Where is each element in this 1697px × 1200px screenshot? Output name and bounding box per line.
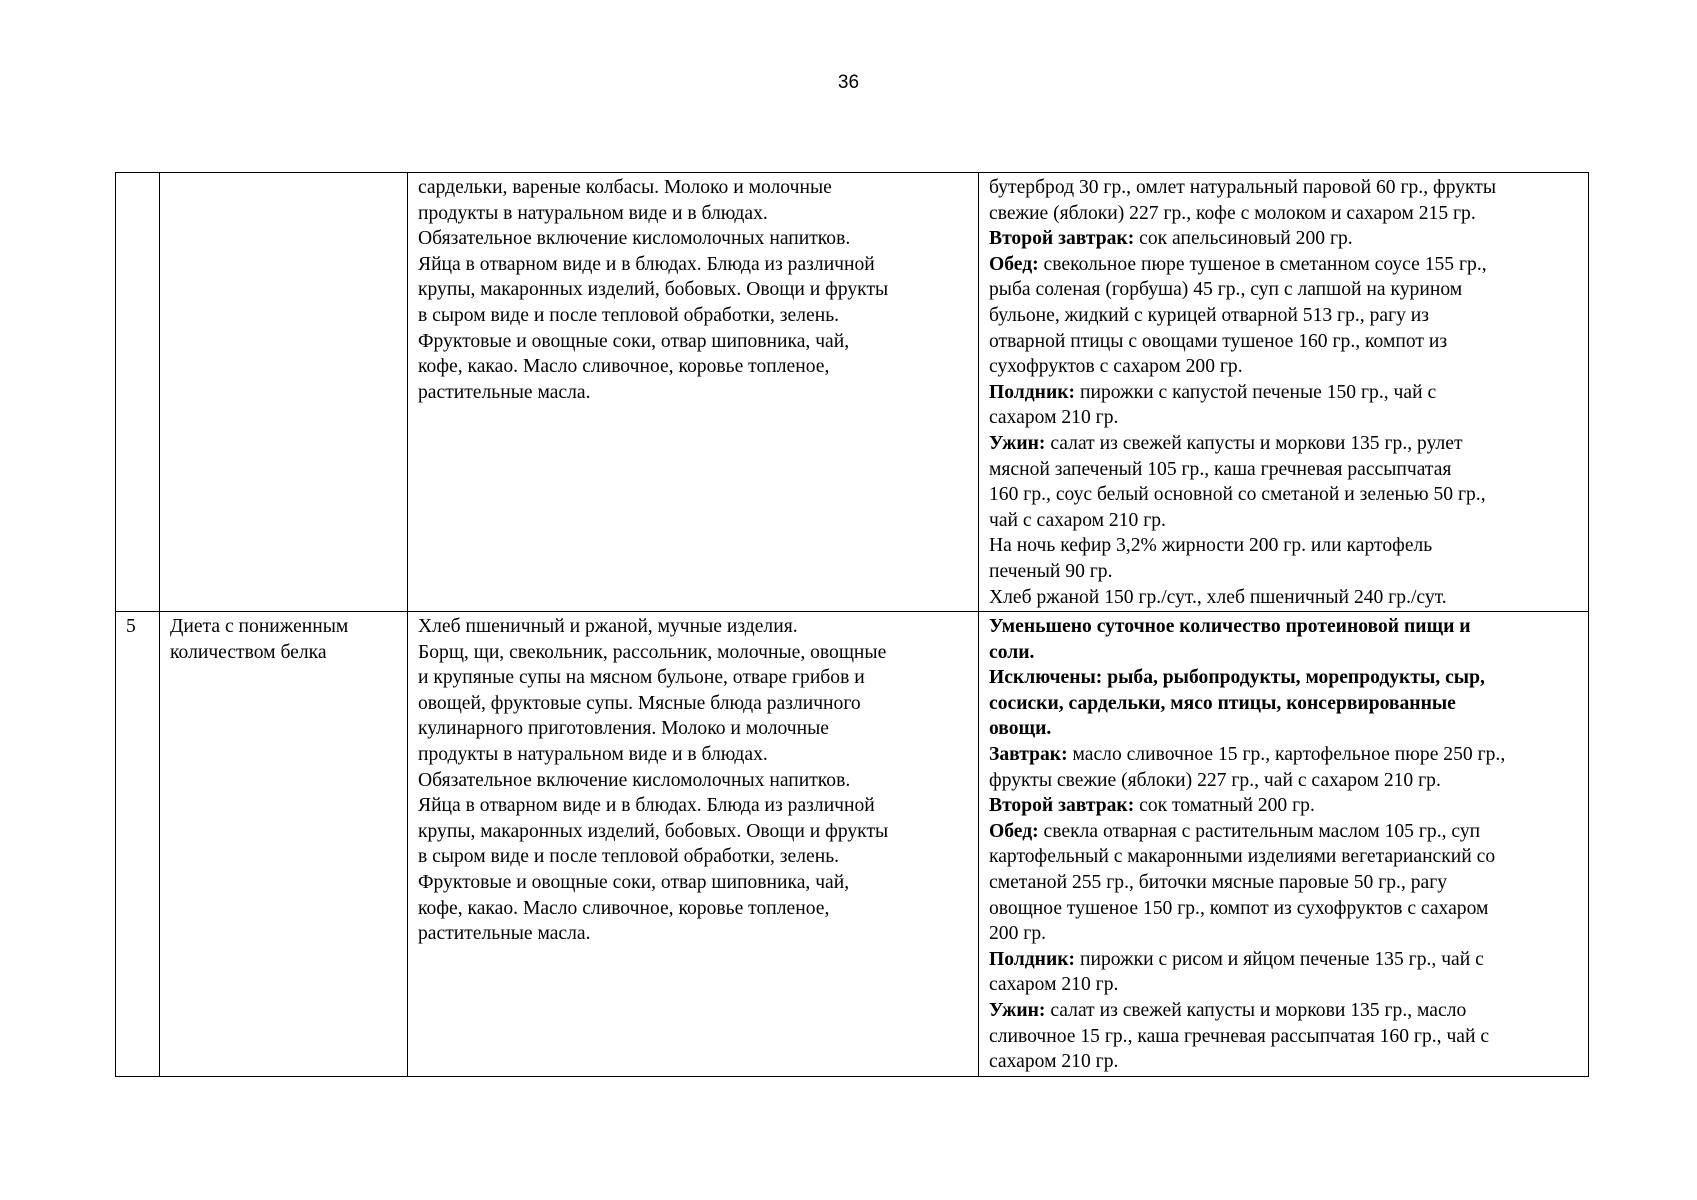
meal-description: 200 гр. — [989, 923, 1047, 945]
sample-menu-line — [989, 431, 1578, 457]
sample-menu-line — [989, 870, 1578, 896]
meal-heading: Ужин: — [989, 1000, 1046, 1021]
sample-menu-line — [989, 921, 1578, 947]
sample-menu-line — [989, 175, 1578, 201]
sample-menu-line — [989, 1049, 1578, 1075]
meal-heading: овощи. — [989, 718, 1052, 740]
allowed-products-line: Обязательное включение кисломолочных напитков. — [418, 228, 851, 250]
allowed-products-line: Борщ, щи, свекольник, рассольник, молочные, овощные — [418, 641, 887, 663]
diet-name-line: количеством белка — [170, 641, 327, 663]
allowed-products-line: растительные масла. — [418, 923, 591, 945]
sample-menu-line — [989, 482, 1578, 508]
sample-menu-line — [989, 533, 1578, 559]
meal-heading: Полдник: — [989, 948, 1076, 970]
meal-description: салат из свежей капусты и моркови 135 гр., масло — [1045, 1000, 1467, 1021]
allowed-products-line: овощей, фруктовые супы. Мясные блюда различного — [418, 692, 861, 714]
sample-menu-line — [989, 614, 1578, 640]
meal-description: рыба соленая (горбуша) 45 гр., суп с лапшой на курином — [989, 279, 1463, 301]
sample-menu-line — [989, 457, 1578, 483]
allowed-products-line: крупы, макаронных изделий, бобовых. Овощи и фрукты — [418, 279, 889, 301]
diet-table — [115, 172, 1589, 1077]
sample-menu-line — [989, 508, 1578, 534]
table-row — [116, 612, 1589, 1077]
meal-description: мясной запеченый 105 гр., каша гречневая рассыпчатая — [989, 458, 1452, 480]
meal-description: бутерброд 30 гр., омлет натуральный паровой 60 гр., фрукты — [989, 177, 1497, 198]
sample-menu-line — [989, 252, 1578, 278]
meal-heading: соли. — [989, 641, 1035, 663]
sample-menu-line — [989, 354, 1578, 380]
allowed-products-line: сардельки, вареные колбасы. Молоко и молочные — [418, 177, 832, 198]
meal-description: пирожки с рисом и яйцом печеные 135 гр., чай с — [1075, 948, 1484, 970]
sample-menu-line — [989, 1024, 1578, 1050]
meal-description: сметаной 255 гр., биточки мясные паровые 50 гр., рагу — [989, 872, 1448, 894]
meal-description: картофельный с макаронными изделиями вегетарианский со — [989, 846, 1496, 868]
sample-menu-line — [989, 201, 1578, 227]
meal-description: Хлеб ржаной 150 гр./сут., хлеб пшеничный 240 гр./сут. — [989, 586, 1447, 608]
meal-description: свекольное пюре тушеное в сметанном соусе 155 гр., — [1038, 253, 1487, 275]
sample-menu-cell — [979, 173, 1589, 612]
table-row — [116, 173, 1589, 612]
allowed-products-line: в сыром виде и после тепловой обработки, зелень. — [418, 846, 840, 868]
allowed-products-line: Яйца в отварном виде и в блюдах. Блюда из различной — [418, 253, 875, 275]
allowed-products-line: Фруктовые и овощные соки, отвар шиповника, чай, — [418, 330, 850, 352]
allowed-products-line: в сыром виде и после тепловой обработки, зелень. — [418, 304, 840, 326]
sample-menu-line — [989, 640, 1578, 666]
meal-description: салат из свежей капусты и моркови 135 гр., рулет — [1045, 432, 1463, 454]
meal-description: сахаром 210 гр. — [989, 974, 1119, 996]
meal-heading: Обед: — [989, 253, 1039, 275]
meal-heading: Завтрак: — [989, 744, 1068, 766]
meal-description: На ночь кефир 3,2% жирности 200 гр. или картофель — [989, 535, 1433, 557]
meal-description: 160 гр., соус белый основной со сметаной и зеленью 50 гр., — [989, 484, 1486, 506]
meal-description: свежие (яблоки) 227 гр., кофе с молоком и сахаром 215 гр. — [989, 202, 1476, 224]
allowed-products-line: кулинарного приготовления. Молоко и молочные — [418, 718, 830, 740]
allowed-products-line: кофе, какао. Масло сливочное, коровье топленое, — [418, 897, 830, 919]
meal-heading: Второй завтрак: — [989, 228, 1135, 250]
sample-menu-line — [989, 793, 1578, 819]
page-number: 36 — [837, 72, 860, 93]
diet-name-line: Диета с пониженным — [170, 616, 349, 638]
allowed-products-cell — [408, 612, 979, 1077]
sample-menu-line — [989, 768, 1578, 794]
sample-menu-line — [989, 380, 1578, 406]
meal-description: свекла отварная с растительным маслом 105 гр., суп — [1038, 820, 1481, 842]
sample-menu-line — [989, 998, 1578, 1024]
sample-menu-line — [989, 716, 1578, 742]
sample-menu-line — [989, 303, 1578, 329]
sample-menu-line — [989, 947, 1578, 973]
sample-menu-line — [989, 972, 1578, 998]
meal-description: сок апельсиновый 200 гр. — [1134, 228, 1353, 250]
allowed-products-line: кофе, какао. Масло сливочное, коровье топленое, — [418, 356, 830, 378]
sample-menu-line — [989, 559, 1578, 585]
meal-heading: Полдник: — [989, 381, 1076, 403]
allowed-products-line: Фруктовые и овощные соки, отвар шиповника, чай, — [418, 872, 850, 894]
meal-description: чай с сахаром 210 гр. — [989, 509, 1166, 531]
meal-description: сахаром 210 гр. — [989, 1051, 1119, 1073]
sample-menu-line — [989, 896, 1578, 922]
meal-description: сахаром 210 гр. — [989, 407, 1119, 429]
allowed-products-line: Обязательное включение кисломолочных напитков. — [418, 769, 851, 791]
meal-description: сливочное 15 гр., каша гречневая рассыпчатая 160 гр., чай с — [989, 1025, 1490, 1047]
meal-description: сок томатный 200 гр. — [1134, 795, 1315, 817]
meal-heading: Второй завтрак: — [989, 795, 1135, 817]
sample-menu-line — [989, 691, 1578, 717]
sample-menu-line — [989, 844, 1578, 870]
allowed-products-line: и крупяные супы на мясном бульоне, отваре грибов и — [418, 667, 865, 689]
diet-table-body — [116, 173, 1589, 1077]
meal-description: печеный 90 гр. — [989, 560, 1113, 582]
allowed-products-line: растительные масла. — [418, 381, 591, 403]
meal-description: бульоне, жидкий с курицей отварной 513 гр., рагу из — [989, 304, 1430, 326]
allowed-products-line: крупы, макаронных изделий, бобовых. Овощи и фрукты — [418, 820, 889, 842]
sample-menu-line — [989, 329, 1578, 355]
sample-menu-line — [989, 226, 1578, 252]
sample-menu-line — [989, 277, 1578, 303]
meal-heading: сосиски, сардельки, мясо птицы, консервированные — [989, 692, 1456, 714]
meal-description: масло сливочное 15 гр., картофельное пюре 250 гр., — [1067, 744, 1506, 766]
sample-menu-line — [989, 585, 1578, 611]
meal-description: овощное тушеное 150 гр., компот из сухофруктов с сахаром — [989, 897, 1489, 919]
allowed-products-line: Яйца в отварном виде и в блюдах. Блюда из различной — [418, 795, 875, 817]
diet-number-cell: 5 — [116, 612, 160, 1077]
meal-description: пирожки с капустой печеные 150 гр., чай с — [1075, 381, 1437, 403]
sample-menu-line — [989, 742, 1578, 768]
meal-heading: Обед: — [989, 820, 1039, 842]
meal-description: сухофруктов с сахаром 200 гр. — [989, 356, 1243, 378]
meal-description: фрукты свежие (яблоки) 227 гр., чай с сахаром 210 гр. — [989, 769, 1441, 791]
allowed-products-line: продукты в натуральном виде и в блюдах. — [418, 744, 768, 766]
allowed-products-cell — [408, 173, 979, 612]
meal-heading: Уменьшено суточное количество протеиновой пищи и — [989, 616, 1471, 638]
sample-menu-line — [989, 819, 1578, 845]
meal-heading: Исключены: рыба, рыбопродукты, морепродукты, сыр, — [989, 667, 1485, 689]
diet-name-cell — [160, 612, 408, 1077]
meal-heading: Ужин: — [989, 432, 1046, 454]
sample-menu-cell — [979, 612, 1589, 1077]
allowed-products-line: продукты в натуральном виде и в блюдах. — [418, 202, 768, 224]
sample-menu-line — [989, 665, 1578, 691]
meal-description: отварной птицы с овощами тушеное 160 гр., компот из — [989, 330, 1448, 352]
diet-name-cell — [160, 173, 408, 612]
allowed-products-line: Хлеб пшеничный и ржаной, мучные изделия. — [418, 616, 798, 638]
diet-number-cell — [116, 173, 160, 612]
sample-menu-line — [989, 405, 1578, 431]
